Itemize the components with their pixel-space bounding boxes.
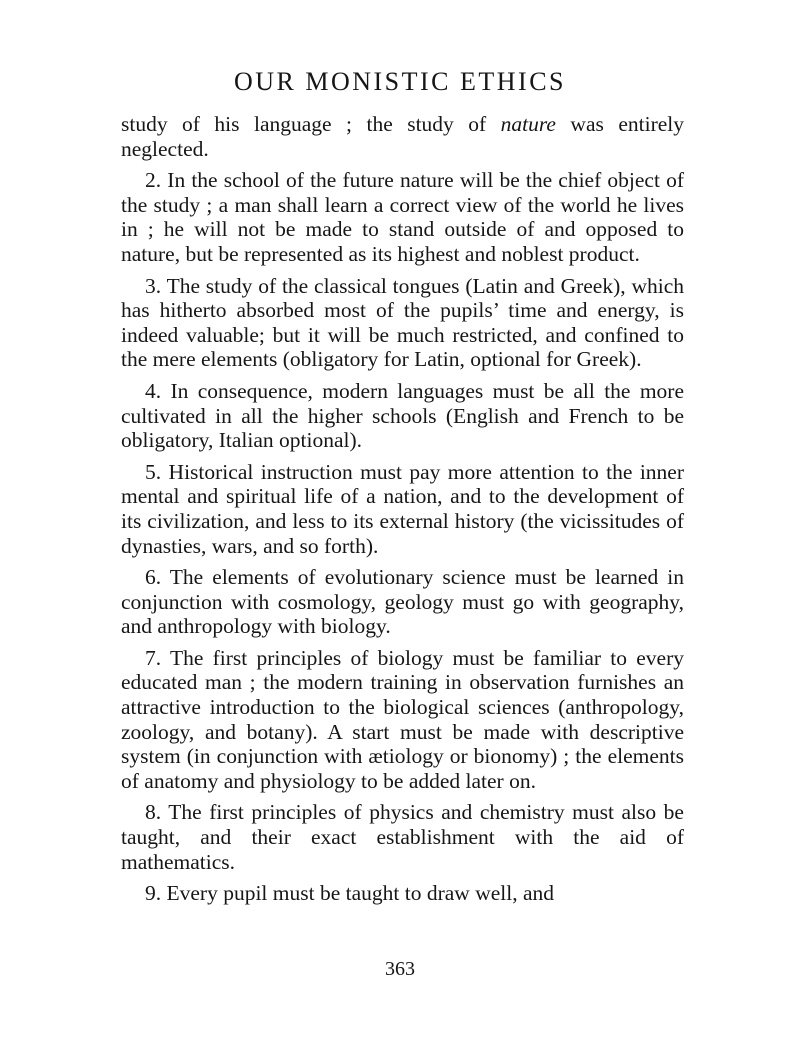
paragraph-number: 3. — [145, 273, 162, 298]
continued-text-start: study of his language ; the study of — [121, 112, 501, 136]
italic-word: nature — [500, 112, 556, 136]
paragraph-text: The first principles of biology must be familiar to every educated man ; the modern training in observation furnishes an attractive introduction to the biological sciences (anthropology, zoology, and botany). A start must be made with descriptive system (in conjunction with ætiology or bionomy) ; the elements of anatomy and physiology to be added later on. — [121, 645, 684, 793]
numbered-paragraph-8 — [121, 800, 684, 874]
numbered-paragraph-4 — [121, 379, 684, 453]
numbered-paragraph-3 — [121, 274, 684, 372]
paragraph-text: The elements of evolutionary science must be learned in conjunction with cosmology, geology must go with geography, and anthropology with biology. — [121, 565, 684, 639]
paragraph-number: 4. — [145, 378, 162, 403]
page-body — [121, 112, 684, 913]
numbered-paragraph-7 — [121, 646, 684, 794]
paragraph-number: 8. — [145, 800, 162, 825]
paragraph-text: In consequence, modern languages must be all the more cultivated in all the higher schools (English and French to be obligatory, Italian optional). — [121, 378, 684, 453]
paragraph-text: Historical instruction must pay more attention to the inner mental and spiritual life of a nation, and to the development of its civilization, and less to its external history (the vicissitudes of dynasties, wars, and so forth). — [121, 459, 685, 558]
paragraph-text: In the school of the future nature will be the chief object of the study ; a man shall learn a correct view of the world he lives in ; he will not be made to stand outside of and opposed to nature, but be represented as its highest and noblest product. — [121, 168, 684, 266]
paragraph-number: 7. — [145, 645, 162, 670]
running-head: OUR MONISTIC ETHICS — [233, 67, 567, 96]
numbered-paragraph-9 — [121, 881, 684, 906]
continued-paragraph — [121, 112, 684, 161]
numbered-paragraph-5 — [121, 460, 684, 558]
paragraph-number: 9. — [145, 881, 162, 906]
numbered-paragraph-6 — [121, 565, 684, 639]
continued-text-end: was entirely neglected. — [121, 112, 684, 161]
numbered-paragraph-2 — [121, 168, 684, 266]
page-number: 363 — [385, 958, 415, 980]
paragraph-text: The study of the classical tongues (Latin and Greek), which has hitherto absorbed most of the pupils’ time and energy, is indeed valuable; but it will be much restricted, and confined to the mere elements (obligatory for Latin, optional for Greek). — [121, 273, 684, 372]
paragraph-number: 2. — [145, 168, 162, 193]
paragraph-text: Every pupil must be taught to draw well, and — [166, 881, 555, 906]
paragraph-text: The first principles of physics and chemistry must also be taught, and their exact establishment with the aid of mathematics. — [121, 800, 684, 874]
paragraph-number: 5. — [145, 459, 162, 484]
paragraph-number: 6. — [145, 565, 162, 590]
